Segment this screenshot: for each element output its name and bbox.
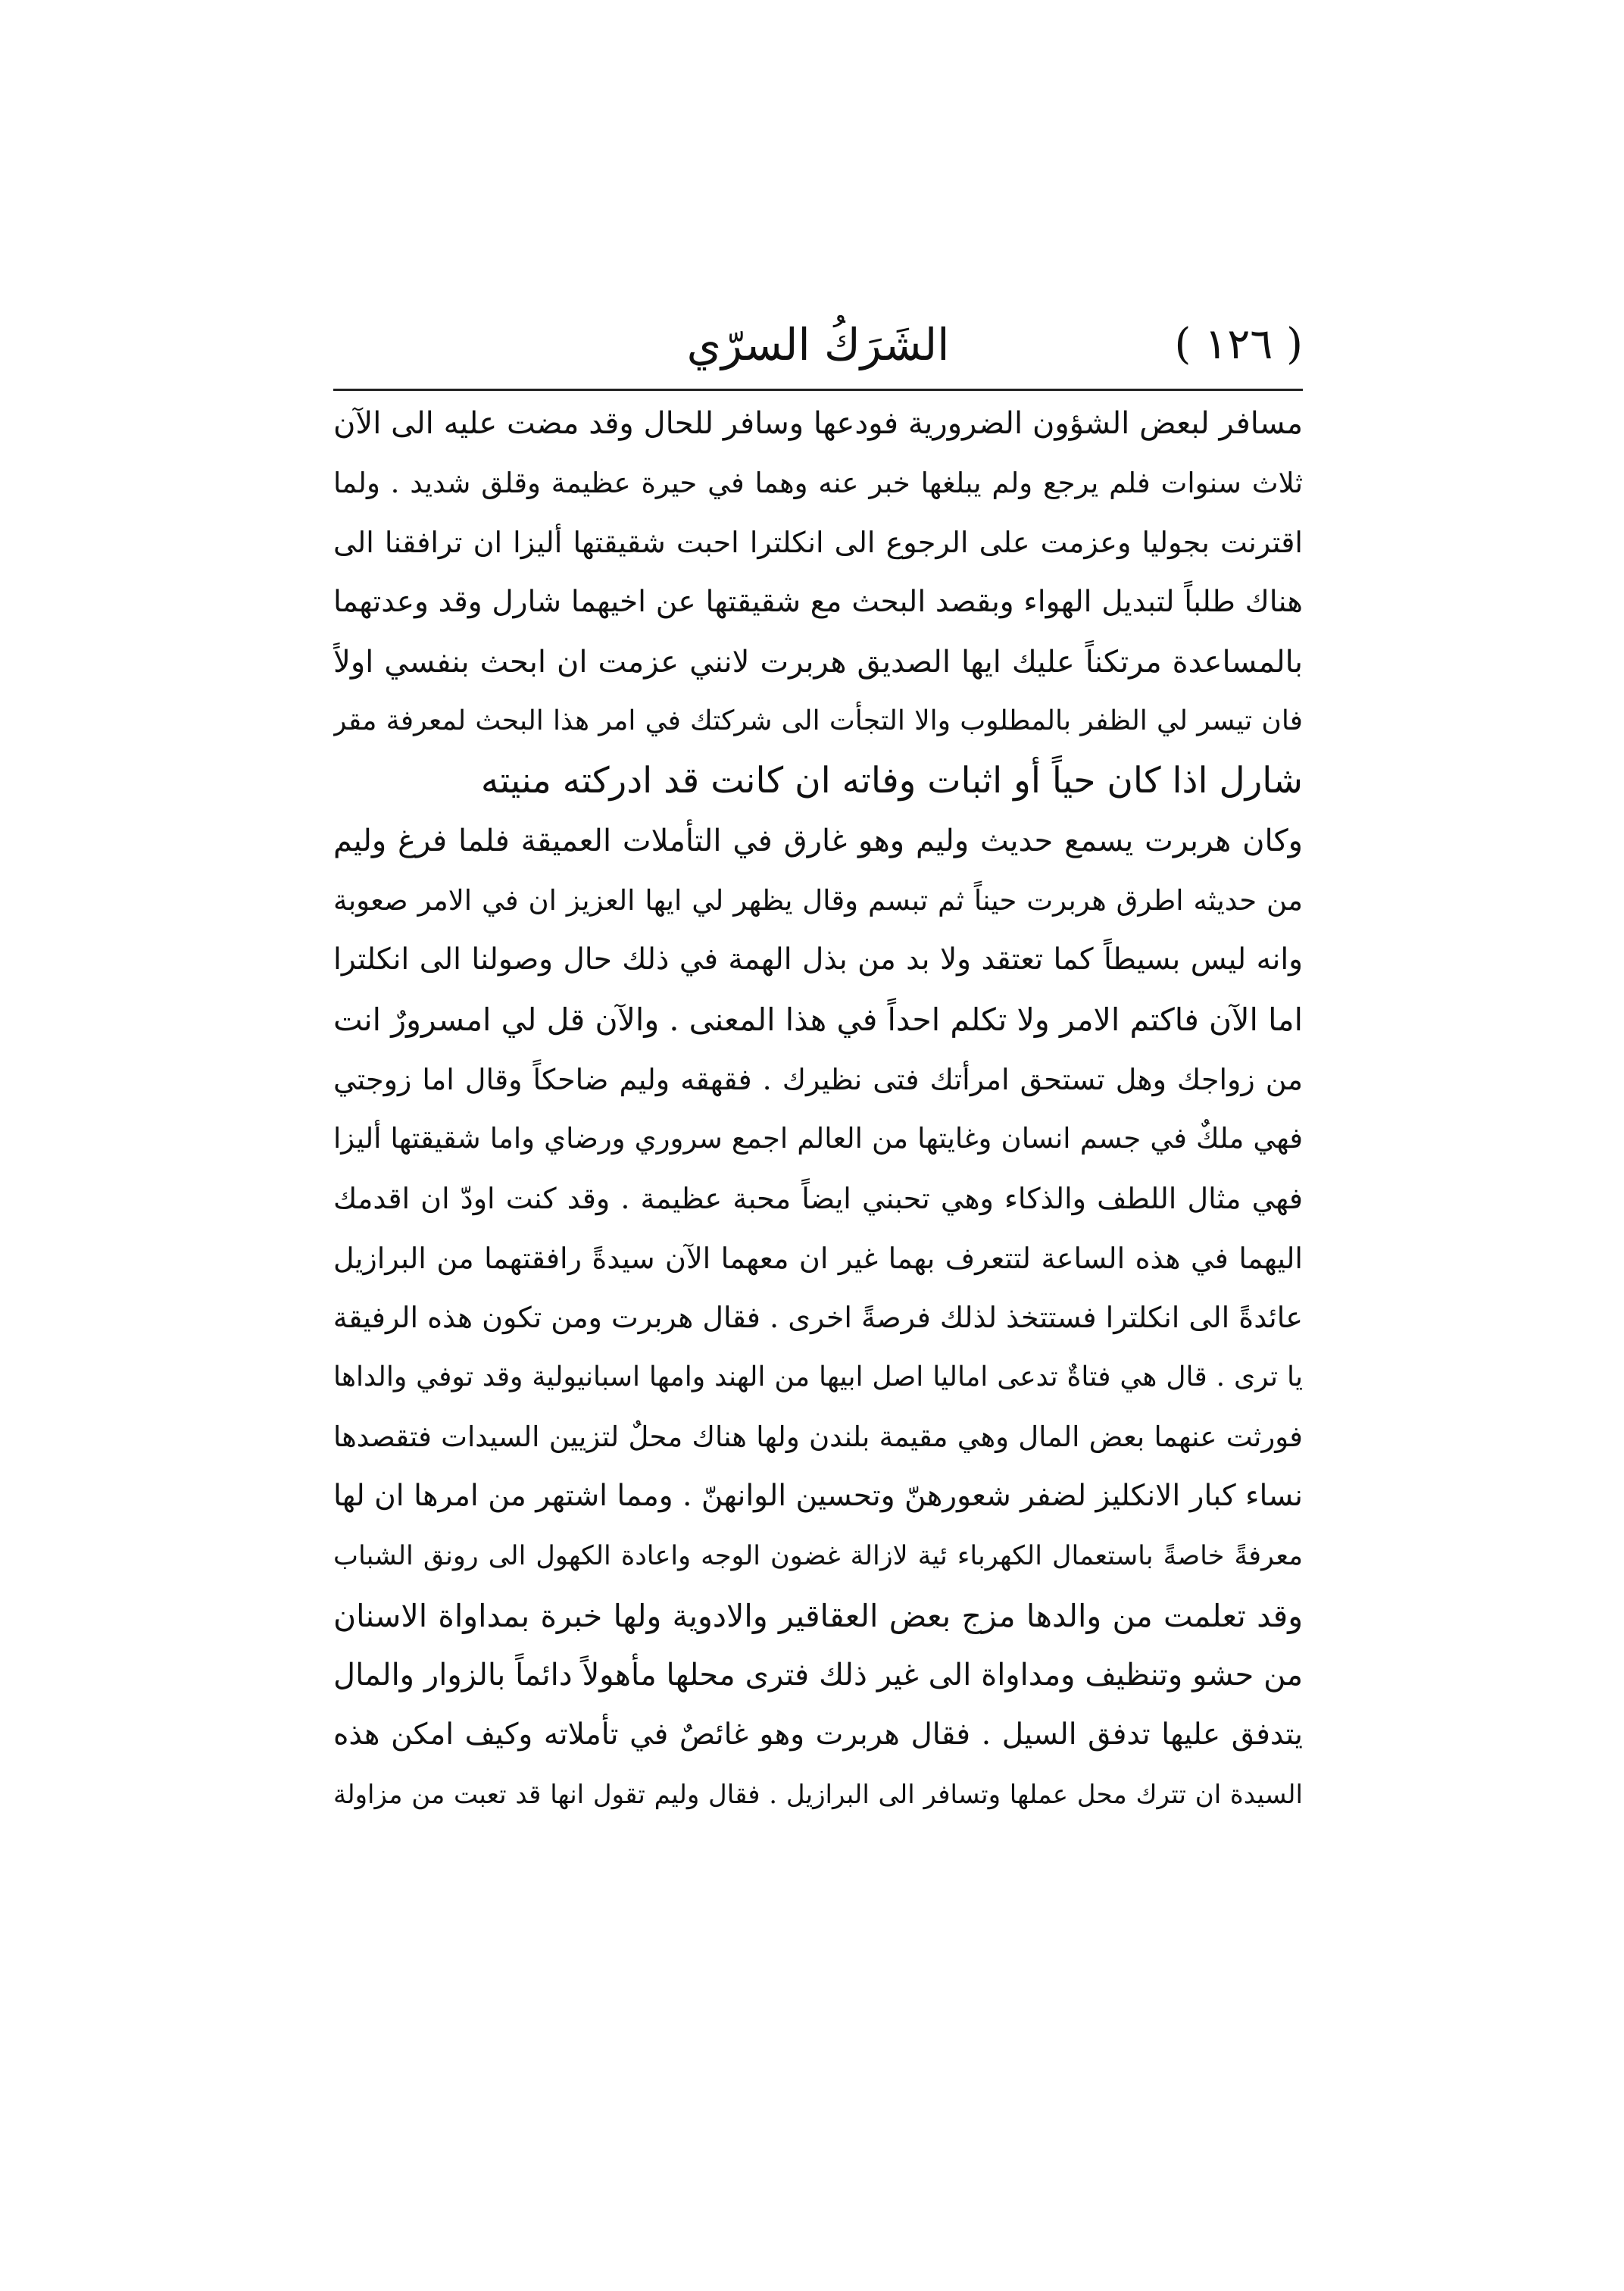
text-line: معرفةً خاصةً باستعمال الكهرباء ئية لازالة غضون الوجه واعادة الكهول الى رونق الشباب xyxy=(333,1541,1303,1572)
header-rule xyxy=(333,389,1303,391)
text-line: يا ترى . قال هي فتاةٌ تدعى اماليا اصل ابيها من الهند وامها اسبانيولية وقد توفي والداها xyxy=(333,1361,1303,1392)
text-line: فان تيسر لي الظفر بالمطلوب والا التجأت الى شركتك في امر هذا البحث لمعرفة مقر xyxy=(333,705,1303,737)
text-line: مسافر لبعض الشؤون الضرورية فودعها وسافر للحال وقد مضت عليه الى الآن xyxy=(333,406,1303,441)
text-line: فهي ملكٌ في جسم انسان وغايتها من العالم اجمع سروري ورضاي واما شقيقتها أليزا xyxy=(333,1122,1303,1155)
text-line: نساء كبار الانكليز لضفر شعورهنّ وتحسين الوانهنّ . ومما اشتهر من امرها ان لها xyxy=(333,1479,1303,1514)
text-line: وانه ليس بسيطاً كما تعتقد ولا بد من بذل الهمة في ذلك حال وصولنا الى انكلترا xyxy=(333,942,1303,977)
text-line: السيدة ان تترك محل عملها وتسافر الى البرازيل . فقال وليم تقول انها قد تعبت من مزاولة xyxy=(333,1779,1303,1810)
text-line: من حشو وتنظيف ومداواة الى غير ذلك فترى محلها مأهولاً دائماً بالزوار والمال xyxy=(333,1658,1303,1693)
text-line: هناك طلباً لتبديل الهواء وبقصد البحث مع شقيقتها عن اخيهما شارل وقد وعدتهما xyxy=(333,585,1303,620)
text-line: من حديثه اطرق هربرت حيناً ثم تبسم وقال يظهر لي ايها العزيز ان في الامر صعوبة xyxy=(333,883,1303,917)
running-title: الشَرَكُ السرّي xyxy=(686,319,950,370)
text-line: شارل اذا كان حياً أو اثبات وفاته ان كانت قد ادركته منيته xyxy=(480,760,1303,802)
text-line: من زواجك وهل تستحق امرأتك فتى نظيرك . فقهقه وليم ضاحكاً وقال اما زوجتي xyxy=(333,1062,1303,1096)
body-text xyxy=(333,394,1303,1825)
text-line: اليهما في هذه الساعة لتتعرف بهما غير ان معهما الآن سيدةً رافقتهما من البرازيل xyxy=(333,1241,1303,1275)
text-line: يتدفق عليها تدفق السيل . فقال هربرت وهو غائصٌ في تأملاته وكيف امكن هذه xyxy=(333,1717,1303,1752)
text-line: اما الآن فاكتم الامر ولا تكلم احداً في هذا المعنى . والآن قل لي امسرورٌ انت xyxy=(333,1001,1303,1038)
text-line: وكان هربرت يسمع حديث وليم وهو غارق في التأملات العميقة فلما فرغ وليم xyxy=(333,823,1303,858)
page-number: ( ١٢٦ ) xyxy=(1174,320,1303,369)
text-line: عائدةً الى انكلترا فستتخذ لذلك فرصةً اخرى . فقال هربرت ومن تكون هذه الرفيقة xyxy=(333,1301,1303,1335)
page-header xyxy=(333,307,1303,383)
text-line: فورثت عنهما بعض المال وهي مقيمة بلندن ولها هناك محلٌ لتزيين السيدات فتقصدها xyxy=(333,1420,1303,1453)
text-line: اقترنت بجوليا وعزمت على الرجوع الى انكلترا احبت شقيقتها أليزا ان ترافقنا الى xyxy=(333,526,1303,560)
text-line: ثلاث سنوات فلم يرجع ولم يبلغها خبر عنه وهما في حيرة عظيمة وقلق شديد . ولما xyxy=(333,466,1303,499)
text-line: بالمساعدة مرتكناً عليك ايها الصديق هربرت لانني عزمت ان ابحث بنفسي اولاً xyxy=(333,644,1303,680)
text-line: فهي مثال اللطف والذكاء وهي تحبني ايضاً محبة عظيمة . وقد كنت اودّ ان اقدمك xyxy=(333,1181,1303,1215)
text-line: وقد تعلمت من والدها مزج بعض العقاقير والادوية ولها خبرة بمداواة الاسنان xyxy=(333,1597,1303,1634)
